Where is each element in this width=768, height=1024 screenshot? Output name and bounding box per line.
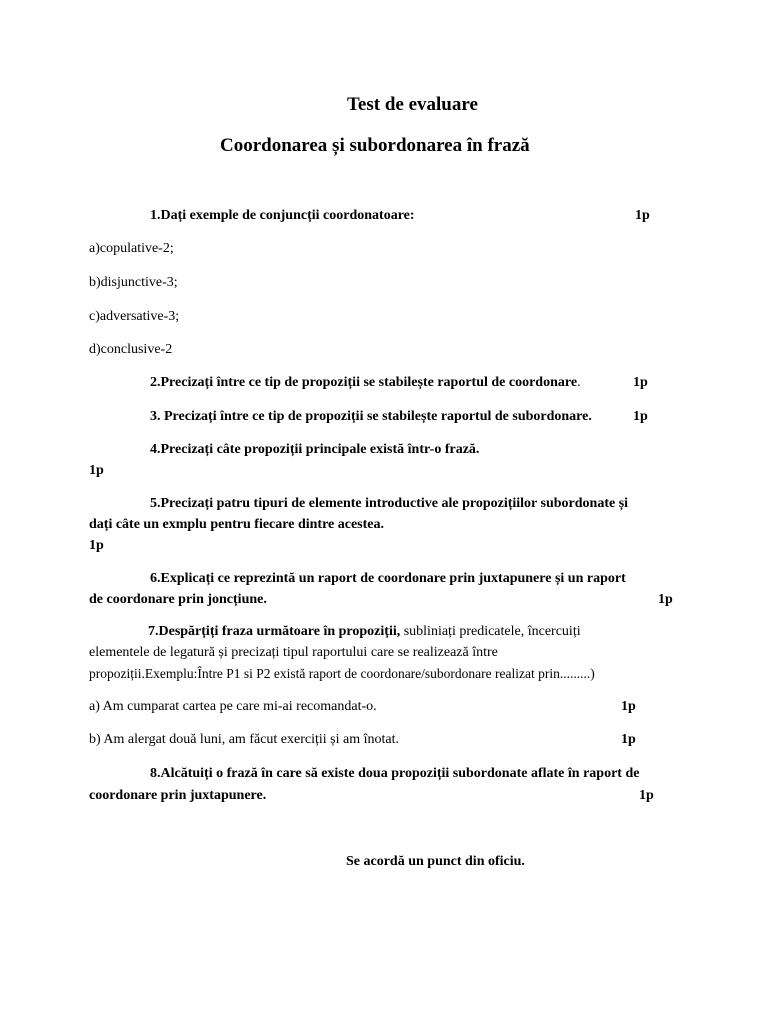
question-3-text: 3. Precizați între ce tip de propoziții se stabilește raportul de subordonare. <box>150 409 592 424</box>
question-6-line1: 6.Explicați ce reprezintă un raport de coordonare prin juxtapunere și un raport <box>150 571 626 586</box>
question-7-line3: propoziții.Exemplu:Între P1 si P2 există raport de coordonare/subordonare realizat prin.........) <box>89 666 595 681</box>
question-7-item-b: b) Am alergat două luni, am făcut exerciții și am înotat. <box>89 732 399 747</box>
question-8-points: 1p <box>639 788 654 803</box>
question-7-line1 <box>148 624 581 640</box>
question-4-text: 4.Precizați câte propoziții principale există într-o frază. <box>150 442 480 457</box>
question-1-option-a: a)copulative-2; <box>89 241 174 256</box>
question-1-option-d: d)conclusive-2 <box>89 342 173 357</box>
footer-note: Se acordă un punct din oficiu. <box>346 854 525 869</box>
question-3-points: 1p <box>633 409 648 424</box>
question-1-option-b: b)disjunctive-3; <box>89 275 178 290</box>
question-8-line1: 8.Alcătuiți o frază în care să existe doua propoziții subordonate aflate în raport de <box>150 766 640 781</box>
question-7-item-a: a) Am cumparat cartea pe care mi-ai recomandat-o. <box>89 699 377 714</box>
question-7-line1-rest: subliniați predicatele, încercuiți <box>400 624 581 639</box>
page-subtitle: Coordonarea și subordonarea în frază <box>220 135 530 156</box>
question-6-points: 1p <box>658 592 673 607</box>
page-title: Test de evaluare <box>347 94 478 115</box>
question-5-points: 1p <box>89 538 104 553</box>
question-2-period: . <box>577 375 581 390</box>
question-2-points: 1p <box>633 375 648 390</box>
question-7-line2: elementele de legatură și precizați tipul raportului care se realizează între <box>89 645 498 660</box>
question-5-line2: dați câte un exmplu pentru fiecare dintre acestea. <box>89 517 384 532</box>
question-8-line2: coordonare prin juxtapunere. <box>89 788 267 803</box>
question-1-points: 1p <box>635 208 650 223</box>
question-5-line1: 5.Precizați patru tipuri de elemente introductive ale propozițiilor subordonate și <box>150 496 629 511</box>
question-2-text: 2.Precizați între ce tip de propoziții se stabilește raportul de coordonare <box>150 375 578 390</box>
question-7-item-a-points: 1p <box>621 699 636 714</box>
question-1-option-c: c)adversative-3; <box>89 309 180 324</box>
question-4-points: 1p <box>89 463 104 478</box>
question-7-item-b-points: 1p <box>621 732 636 747</box>
question-6-line2: de coordonare prin joncțiune. <box>89 592 267 607</box>
question-1-text: 1.Dați exemple de conjuncții coordonatoare: <box>150 208 415 223</box>
question-7-instruction: 7.Despărțiți fraza următoare în propoziții, <box>148 624 401 639</box>
question-2 <box>150 375 581 391</box>
